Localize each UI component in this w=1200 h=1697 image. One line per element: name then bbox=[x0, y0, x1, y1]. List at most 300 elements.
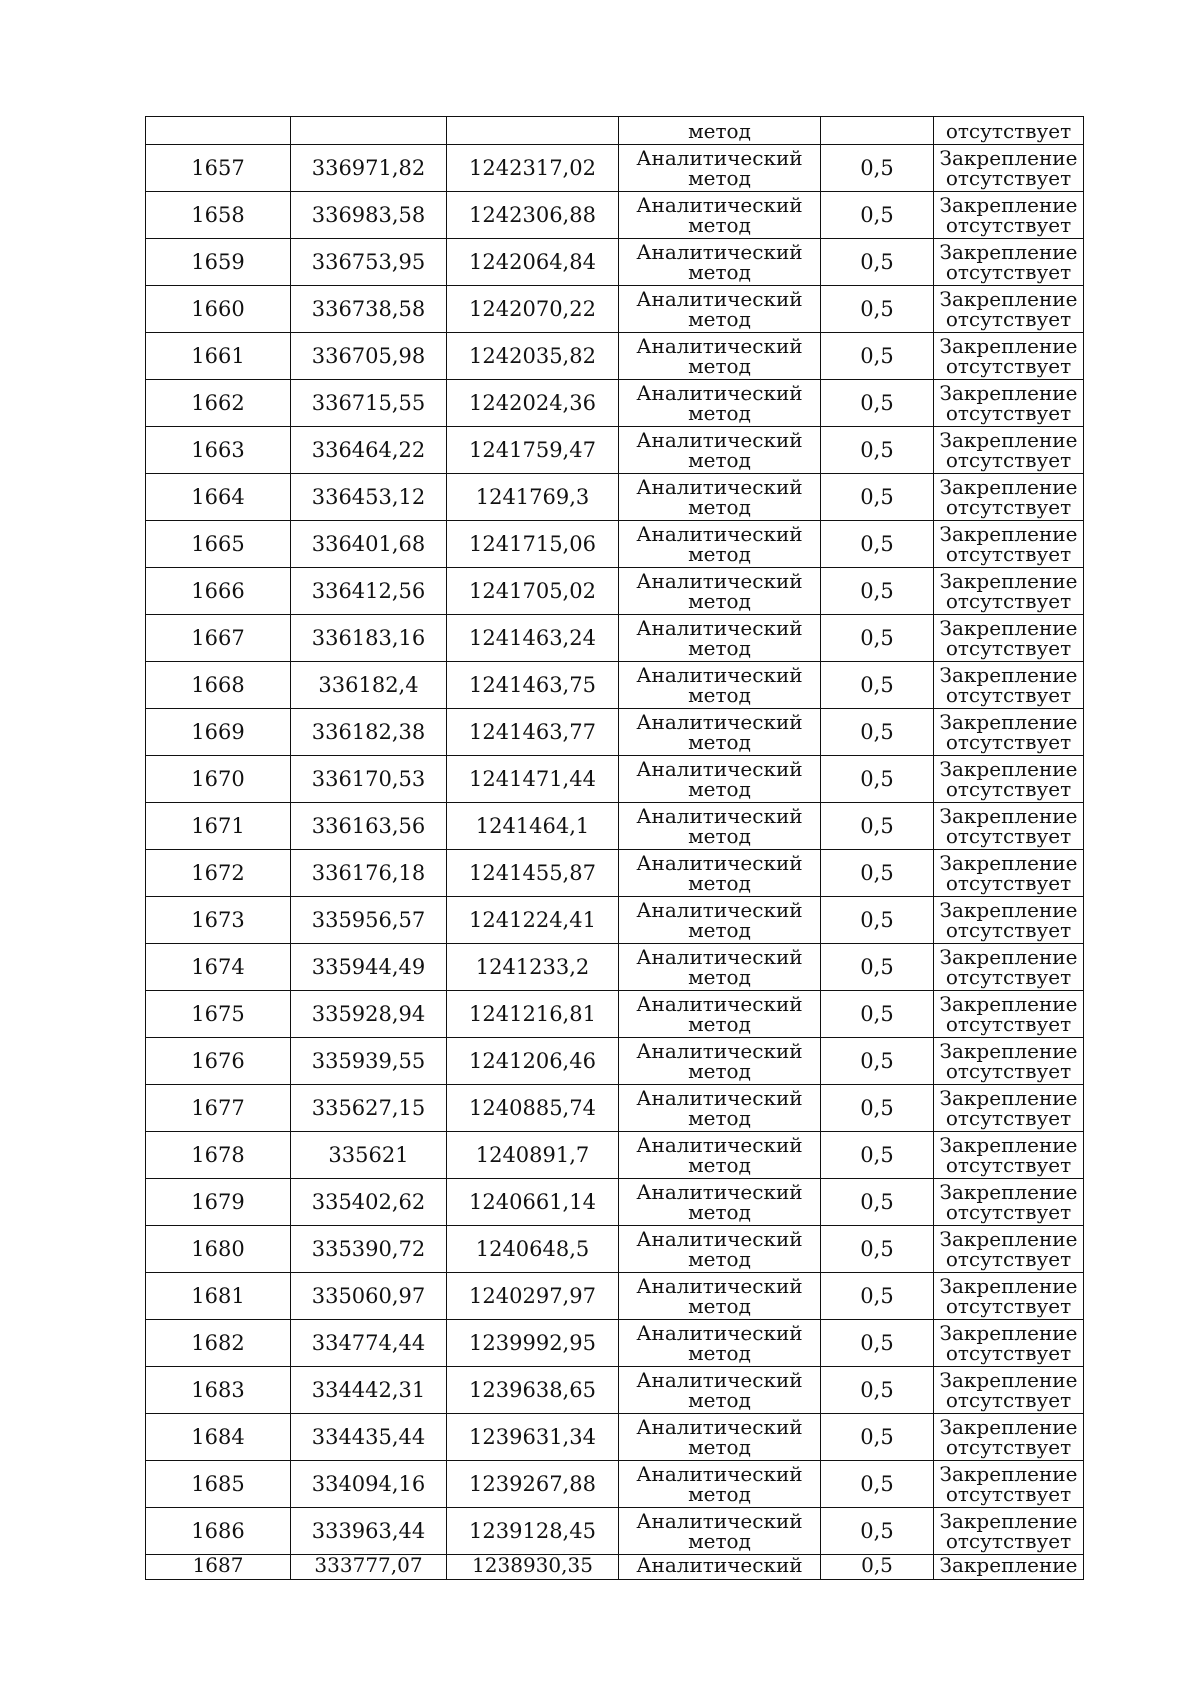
cell-method bbox=[619, 286, 821, 333]
table-row bbox=[146, 897, 1084, 944]
cell-point-id: 1660 bbox=[146, 286, 291, 333]
method-line-2: метод bbox=[688, 1482, 751, 1506]
table-row-continuation bbox=[146, 117, 1084, 145]
cell-accuracy: 0,5 bbox=[821, 568, 934, 615]
cell-x-coordinate: 334774,44 bbox=[291, 1320, 447, 1367]
cell-accuracy: 0,5 bbox=[821, 1273, 934, 1320]
cell-y-coordinate: 1241216,81 bbox=[447, 991, 619, 1038]
method-line-1: Аналитический bbox=[636, 1133, 803, 1157]
cell-accuracy bbox=[821, 117, 934, 145]
fixing-line-2: отсутствует bbox=[945, 495, 1072, 519]
cell-point-id: 1687 bbox=[146, 1555, 291, 1580]
cell-fixing bbox=[934, 1179, 1084, 1226]
method-line-1: Аналитический bbox=[636, 1321, 803, 1345]
cell-point-id: 1686 bbox=[146, 1508, 291, 1555]
cell-y-coordinate: 1241463,75 bbox=[447, 662, 619, 709]
cell-x-coordinate: 336412,56 bbox=[291, 568, 447, 615]
method-line-1: Аналитический bbox=[636, 663, 803, 687]
cell-fixing bbox=[934, 709, 1084, 756]
table-row bbox=[146, 615, 1084, 662]
fixing-line-1: Закрепление bbox=[939, 1462, 1078, 1486]
cell-fixing bbox=[934, 474, 1084, 521]
fixing-line-1: Закрепление bbox=[939, 851, 1078, 875]
fixing-line-1: Закрепление bbox=[939, 1321, 1078, 1345]
fixing-line-1: Закрепление bbox=[939, 193, 1078, 217]
table-row bbox=[146, 1461, 1084, 1508]
cell-point-id: 1681 bbox=[146, 1273, 291, 1320]
method-line-2: метод bbox=[688, 213, 751, 237]
cell-point-id: 1671 bbox=[146, 803, 291, 850]
table-body bbox=[146, 117, 1084, 1580]
cell-accuracy: 0,5 bbox=[821, 380, 934, 427]
cell-x-coordinate: 336705,98 bbox=[291, 333, 447, 380]
table-row bbox=[146, 1226, 1084, 1273]
cell-point-id: 1678 bbox=[146, 1132, 291, 1179]
method-line-2: метод bbox=[688, 1012, 751, 1036]
table-row bbox=[146, 1038, 1084, 1085]
method-line-1: Аналитический bbox=[636, 1462, 803, 1486]
method-line-2: метод bbox=[688, 1388, 751, 1412]
cell-point-id: 1664 bbox=[146, 474, 291, 521]
cell-accuracy: 0,5 bbox=[821, 427, 934, 474]
cell-point-id: 1683 bbox=[146, 1367, 291, 1414]
cell-x-coordinate: 335402,62 bbox=[291, 1179, 447, 1226]
method-line-1: Аналитический bbox=[636, 1086, 803, 1110]
cell-accuracy: 0,5 bbox=[821, 1226, 934, 1273]
cell-y-coordinate: 1241471,44 bbox=[447, 756, 619, 803]
cell-point-id: 1662 bbox=[146, 380, 291, 427]
cell-method bbox=[619, 1179, 821, 1226]
cell-x-coordinate: 336464,22 bbox=[291, 427, 447, 474]
cell-accuracy: 0,5 bbox=[821, 1367, 934, 1414]
cell-accuracy: 0,5 bbox=[821, 1132, 934, 1179]
method-line-1: Аналитический bbox=[636, 475, 803, 499]
cell-fixing bbox=[934, 333, 1084, 380]
cell-accuracy: 0,5 bbox=[821, 239, 934, 286]
fixing-line-1: Закрепление bbox=[939, 1368, 1078, 1392]
fixing-line-1: Закрепление bbox=[939, 1227, 1078, 1251]
cell-method bbox=[619, 991, 821, 1038]
fixing-line-2: отсутствует bbox=[945, 1529, 1072, 1553]
cell-accuracy: 0,5 bbox=[821, 1320, 934, 1367]
cell-method bbox=[619, 1273, 821, 1320]
cell-point-id: 1657 bbox=[146, 145, 291, 192]
table-row bbox=[146, 709, 1084, 756]
method-line-1: Аналитический bbox=[636, 616, 803, 640]
table-row bbox=[146, 145, 1084, 192]
method-line-2: метод bbox=[688, 1059, 751, 1083]
method-line-2: метод bbox=[688, 589, 751, 613]
cell-fixing bbox=[934, 1085, 1084, 1132]
cell-point-id: 1673 bbox=[146, 897, 291, 944]
fixing-line-1: Закрепление bbox=[939, 1180, 1078, 1204]
cell-point-id: 1659 bbox=[146, 239, 291, 286]
method-line-2: метод bbox=[688, 354, 751, 378]
cell-y-coordinate: 1242024,36 bbox=[447, 380, 619, 427]
fixing-line-1: Закрепление bbox=[939, 475, 1078, 499]
cell-method bbox=[619, 662, 821, 709]
table-row bbox=[146, 380, 1084, 427]
method-line-2: метод bbox=[688, 1200, 751, 1224]
cell-method: Аналитический bbox=[619, 1555, 821, 1580]
fixing-line-2: отсутствует bbox=[945, 683, 1072, 707]
method-line-2: метод bbox=[688, 448, 751, 472]
fixing-line-1: Закрепление bbox=[939, 569, 1078, 593]
cell-x-coordinate: 335390,72 bbox=[291, 1226, 447, 1273]
cell-fixing bbox=[934, 991, 1084, 1038]
cell-accuracy: 0,5 bbox=[821, 1085, 934, 1132]
cell-y-coordinate: 1241455,87 bbox=[447, 850, 619, 897]
cell-method: метод bbox=[619, 117, 821, 145]
cell-x-coordinate: 336715,55 bbox=[291, 380, 447, 427]
method-line-1: Аналитический bbox=[636, 569, 803, 593]
cell-point-id: 1680 bbox=[146, 1226, 291, 1273]
fixing-line-2: отсутствует bbox=[945, 354, 1072, 378]
method-line-2: метод bbox=[688, 1106, 751, 1130]
method-line-1: Аналитический bbox=[636, 1415, 803, 1439]
cell-accuracy: 0,5 bbox=[821, 1414, 934, 1461]
cell-y-coordinate: 1239631,34 bbox=[447, 1414, 619, 1461]
cell-point-id: 1674 bbox=[146, 944, 291, 991]
fixing-line-2: отсутствует bbox=[945, 1388, 1072, 1412]
cell-accuracy: 0,5 bbox=[821, 944, 934, 991]
cell-accuracy: 0,5 bbox=[821, 521, 934, 568]
method-line-2: метод bbox=[688, 1529, 751, 1553]
fixing-line-2: отсутствует bbox=[945, 448, 1072, 472]
method-line-1: Аналитический bbox=[636, 710, 803, 734]
method-line-2: метод bbox=[688, 1247, 751, 1271]
cell-point-id: 1679 bbox=[146, 1179, 291, 1226]
table-row bbox=[146, 1132, 1084, 1179]
cell-point-id: 1669 bbox=[146, 709, 291, 756]
method-line-2: метод bbox=[688, 871, 751, 895]
cell-point-id: 1677 bbox=[146, 1085, 291, 1132]
fixing-line-2: отсутствует bbox=[945, 824, 1072, 848]
cell-accuracy: 0,5 bbox=[821, 1555, 934, 1580]
cell-y-coordinate: 1242070,22 bbox=[447, 286, 619, 333]
method-line-2: метод bbox=[688, 401, 751, 425]
cell-fixing bbox=[934, 1038, 1084, 1085]
cell-x-coordinate: 336182,4 bbox=[291, 662, 447, 709]
fixing-line-1: Закрепление bbox=[939, 381, 1078, 405]
fixing-line-1: Закрепление bbox=[939, 1133, 1078, 1157]
fixing-line-1: Закрепление bbox=[939, 945, 1078, 969]
cell-method bbox=[619, 427, 821, 474]
fixing-line-1: Закрепление bbox=[939, 757, 1078, 781]
cell-x-coordinate: 335060,97 bbox=[291, 1273, 447, 1320]
cell-method bbox=[619, 803, 821, 850]
method-line-2: метод bbox=[688, 1435, 751, 1459]
method-line-1: Аналитический bbox=[636, 334, 803, 358]
cell-fixing bbox=[934, 1508, 1084, 1555]
cell-y-coordinate: 1241206,46 bbox=[447, 1038, 619, 1085]
cell-x-coordinate: 336176,18 bbox=[291, 850, 447, 897]
cell-fixing bbox=[934, 1320, 1084, 1367]
cell-x-coordinate: 334094,16 bbox=[291, 1461, 447, 1508]
cell-y-coordinate: 1239267,88 bbox=[447, 1461, 619, 1508]
fixing-line-2: отсутствует bbox=[945, 730, 1072, 754]
fixing-line-2: отсутствует bbox=[945, 918, 1072, 942]
fixing-line-1: Закрепление bbox=[939, 804, 1078, 828]
cell-method bbox=[619, 474, 821, 521]
cell-y-coordinate: 1241769,3 bbox=[447, 474, 619, 521]
cell-fixing: Закрепление bbox=[934, 1555, 1084, 1580]
fixing-line-2: отсутствует bbox=[945, 1012, 1072, 1036]
method-line-1: Аналитический bbox=[636, 757, 803, 781]
cell-point-id: 1676 bbox=[146, 1038, 291, 1085]
cell-y-coordinate: 1242035,82 bbox=[447, 333, 619, 380]
cell-accuracy: 0,5 bbox=[821, 662, 934, 709]
cell-point-id: 1665 bbox=[146, 521, 291, 568]
cell-method bbox=[619, 1226, 821, 1273]
method-line-2: метод bbox=[688, 260, 751, 284]
cell-x-coordinate: 335939,55 bbox=[291, 1038, 447, 1085]
cell-accuracy: 0,5 bbox=[821, 1461, 934, 1508]
method-line-2: метод bbox=[688, 824, 751, 848]
cell-fixing bbox=[934, 1414, 1084, 1461]
cell-y-coordinate: 1242317,02 bbox=[447, 145, 619, 192]
cell-point-id: 1666 bbox=[146, 568, 291, 615]
fixing-line-2: отсутствует bbox=[945, 166, 1072, 190]
fixing-line-1: Закрепление bbox=[939, 240, 1078, 264]
fixing-line-1: Закрепление bbox=[939, 1509, 1078, 1533]
cell-y-coordinate: 1240891,7 bbox=[447, 1132, 619, 1179]
method-line-1: Аналитический bbox=[636, 1509, 803, 1533]
cell-accuracy: 0,5 bbox=[821, 1508, 934, 1555]
cell-fixing bbox=[934, 1132, 1084, 1179]
cell-x-coordinate: 333963,44 bbox=[291, 1508, 447, 1555]
fixing-line-2: отсутствует bbox=[945, 1247, 1072, 1271]
method-line-1: Аналитический bbox=[636, 1368, 803, 1392]
cell-fixing bbox=[934, 1226, 1084, 1273]
method-line-2: метод bbox=[688, 965, 751, 989]
fixing-line-1: Закрепление bbox=[939, 1086, 1078, 1110]
cell-method bbox=[619, 1132, 821, 1179]
cell-accuracy: 0,5 bbox=[821, 1179, 934, 1226]
cell-method bbox=[619, 615, 821, 662]
method-line-2: метод bbox=[688, 307, 751, 331]
method-line-1: Аналитический bbox=[636, 945, 803, 969]
cell-fixing bbox=[934, 1461, 1084, 1508]
cell-accuracy: 0,5 bbox=[821, 192, 934, 239]
fixing-line-2: отсутствует bbox=[945, 401, 1072, 425]
table-row bbox=[146, 1414, 1084, 1461]
table-row bbox=[146, 991, 1084, 1038]
method-line-1: Аналитический bbox=[636, 522, 803, 546]
cell-y-coordinate: 1242306,88 bbox=[447, 192, 619, 239]
cell-fixing bbox=[934, 145, 1084, 192]
cell-fixing bbox=[934, 944, 1084, 991]
cell-fixing bbox=[934, 427, 1084, 474]
cell-fixing bbox=[934, 568, 1084, 615]
fixing-line-1: Закрепление bbox=[939, 616, 1078, 640]
table-row bbox=[146, 944, 1084, 991]
cell-point-id: 1667 bbox=[146, 615, 291, 662]
table-row bbox=[146, 1179, 1084, 1226]
method-line-1: Аналитический bbox=[636, 287, 803, 311]
fixing-line-1: Закрепление bbox=[939, 1415, 1078, 1439]
table-row bbox=[146, 1508, 1084, 1555]
cell-point-id: 1661 bbox=[146, 333, 291, 380]
cell-method bbox=[619, 192, 821, 239]
method-line-1: Аналитический bbox=[636, 1227, 803, 1251]
cell-fixing bbox=[934, 662, 1084, 709]
cell-method bbox=[619, 1461, 821, 1508]
method-line-2: метод bbox=[688, 1341, 751, 1365]
method-line-1: Аналитический bbox=[636, 1039, 803, 1063]
cell-point-id: 1672 bbox=[146, 850, 291, 897]
cell-y-coordinate: 1241224,41 bbox=[447, 897, 619, 944]
cell-accuracy: 0,5 bbox=[821, 615, 934, 662]
cell-point-id: 1685 bbox=[146, 1461, 291, 1508]
table-row bbox=[146, 1320, 1084, 1367]
fixing-line-1: Закрепление bbox=[939, 287, 1078, 311]
method-line-2: метод bbox=[688, 918, 751, 942]
fixing-line-2: отсутствует bbox=[945, 1059, 1072, 1083]
table-row bbox=[146, 192, 1084, 239]
cell-method bbox=[619, 1038, 821, 1085]
fixing-line-1: Закрепление bbox=[939, 146, 1078, 170]
table-row bbox=[146, 662, 1084, 709]
fixing-line-2: отсутствует bbox=[945, 1200, 1072, 1224]
fixing-line-1: Закрепление bbox=[939, 663, 1078, 687]
method-line-1: Аналитический bbox=[636, 428, 803, 452]
method-line-2: метод bbox=[688, 542, 751, 566]
cell-method bbox=[619, 1508, 821, 1555]
cell-method bbox=[619, 239, 821, 286]
cell-fixing: отсутствует bbox=[934, 117, 1084, 145]
cell-method bbox=[619, 756, 821, 803]
cell-y-coordinate: 1239638,65 bbox=[447, 1367, 619, 1414]
method-line-1: Аналитический bbox=[636, 851, 803, 875]
cell-fixing bbox=[934, 380, 1084, 427]
cell-x-coordinate: 335627,15 bbox=[291, 1085, 447, 1132]
method-line-1: Аналитический bbox=[636, 146, 803, 170]
cell-accuracy: 0,5 bbox=[821, 897, 934, 944]
cell-method bbox=[619, 944, 821, 991]
cell-point-id: 1658 bbox=[146, 192, 291, 239]
cell-x-coordinate: 333777,07 bbox=[291, 1555, 447, 1580]
cell-point-id bbox=[146, 117, 291, 145]
cell-y-coordinate: 1241463,77 bbox=[447, 709, 619, 756]
method-line-1: Аналитический bbox=[636, 804, 803, 828]
cell-accuracy: 0,5 bbox=[821, 991, 934, 1038]
cell-fixing bbox=[934, 521, 1084, 568]
fixing-line-2: отсутствует bbox=[945, 542, 1072, 566]
fixing-line-2: отсутствует bbox=[945, 1294, 1072, 1318]
table-row bbox=[146, 474, 1084, 521]
cell-point-id: 1682 bbox=[146, 1320, 291, 1367]
cell-fixing bbox=[934, 756, 1084, 803]
fixing-line-1: Закрепление bbox=[939, 428, 1078, 452]
cell-y-coordinate bbox=[447, 117, 619, 145]
cell-x-coordinate: 336170,53 bbox=[291, 756, 447, 803]
cell-method bbox=[619, 709, 821, 756]
cell-x-coordinate: 336971,82 bbox=[291, 145, 447, 192]
table-row bbox=[146, 1367, 1084, 1414]
fixing-line-1: Закрепление bbox=[939, 1274, 1078, 1298]
fixing-line-2: отсутствует bbox=[945, 871, 1072, 895]
cell-x-coordinate: 336163,56 bbox=[291, 803, 447, 850]
method-line-1: Аналитический bbox=[636, 193, 803, 217]
cell-accuracy: 0,5 bbox=[821, 850, 934, 897]
cell-accuracy: 0,5 bbox=[821, 474, 934, 521]
cell-y-coordinate: 1240297,97 bbox=[447, 1273, 619, 1320]
cell-x-coordinate: 335621 bbox=[291, 1132, 447, 1179]
cell-x-coordinate: 335944,49 bbox=[291, 944, 447, 991]
cell-fixing bbox=[934, 286, 1084, 333]
cell-point-id: 1684 bbox=[146, 1414, 291, 1461]
cell-accuracy: 0,5 bbox=[821, 333, 934, 380]
cell-y-coordinate: 1240885,74 bbox=[447, 1085, 619, 1132]
cell-y-coordinate: 1242064,84 bbox=[447, 239, 619, 286]
method-line-2: метод bbox=[688, 636, 751, 660]
cell-x-coordinate: 334435,44 bbox=[291, 1414, 447, 1461]
method-line-1: Аналитический bbox=[636, 240, 803, 264]
fixing-line-1: Закрепление bbox=[939, 1039, 1078, 1063]
cell-fixing bbox=[934, 1273, 1084, 1320]
table-row bbox=[146, 427, 1084, 474]
cell-point-id: 1670 bbox=[146, 756, 291, 803]
cell-fixing bbox=[934, 850, 1084, 897]
table-row bbox=[146, 850, 1084, 897]
fixing-line-2: отсутствует bbox=[945, 1341, 1072, 1365]
method-line-2: метод bbox=[688, 1294, 751, 1318]
cell-method bbox=[619, 145, 821, 192]
cell-x-coordinate: 336182,38 bbox=[291, 709, 447, 756]
fixing-line-1: Закрепление bbox=[939, 522, 1078, 546]
table-row bbox=[146, 1273, 1084, 1320]
cell-fixing bbox=[934, 239, 1084, 286]
cell-fixing bbox=[934, 615, 1084, 662]
fixing-line-2: отсутствует bbox=[945, 589, 1072, 613]
cell-method bbox=[619, 897, 821, 944]
fixing-line-1: Закрепление bbox=[939, 710, 1078, 734]
cell-accuracy: 0,5 bbox=[821, 803, 934, 850]
cell-y-coordinate: 1239128,45 bbox=[447, 1508, 619, 1555]
fixing-line-2: отсутствует bbox=[945, 1435, 1072, 1459]
method-line-2: метод bbox=[688, 1153, 751, 1177]
cell-y-coordinate: 1241464,1 bbox=[447, 803, 619, 850]
table-row bbox=[146, 521, 1084, 568]
cell-x-coordinate: 336453,12 bbox=[291, 474, 447, 521]
cell-fixing bbox=[934, 192, 1084, 239]
fixing-line-2: отсутствует bbox=[945, 965, 1072, 989]
cell-accuracy: 0,5 bbox=[821, 756, 934, 803]
cell-point-id: 1663 bbox=[146, 427, 291, 474]
fixing-line-2: отсутствует bbox=[945, 260, 1072, 284]
fixing-line-2: отсутствует bbox=[945, 1153, 1072, 1177]
cell-fixing bbox=[934, 803, 1084, 850]
table-row bbox=[146, 1085, 1084, 1132]
table-row bbox=[146, 803, 1084, 850]
method-line-1: Аналитический bbox=[636, 1274, 803, 1298]
fixing-line-2: отсутствует bbox=[945, 1106, 1072, 1130]
method-line-1: Аналитический bbox=[636, 992, 803, 1016]
cell-y-coordinate: 1241463,24 bbox=[447, 615, 619, 662]
fixing-line-2: отсутствует bbox=[945, 777, 1072, 801]
fixing-line-2: отсутствует bbox=[945, 307, 1072, 331]
cell-method bbox=[619, 380, 821, 427]
cell-y-coordinate: 1241233,2 bbox=[447, 944, 619, 991]
cell-accuracy: 0,5 bbox=[821, 286, 934, 333]
cell-method bbox=[619, 1320, 821, 1367]
table-row bbox=[146, 286, 1084, 333]
cell-accuracy: 0,5 bbox=[821, 145, 934, 192]
table-row bbox=[146, 333, 1084, 380]
cell-point-id: 1668 bbox=[146, 662, 291, 709]
table-row-partial bbox=[146, 1555, 1084, 1580]
